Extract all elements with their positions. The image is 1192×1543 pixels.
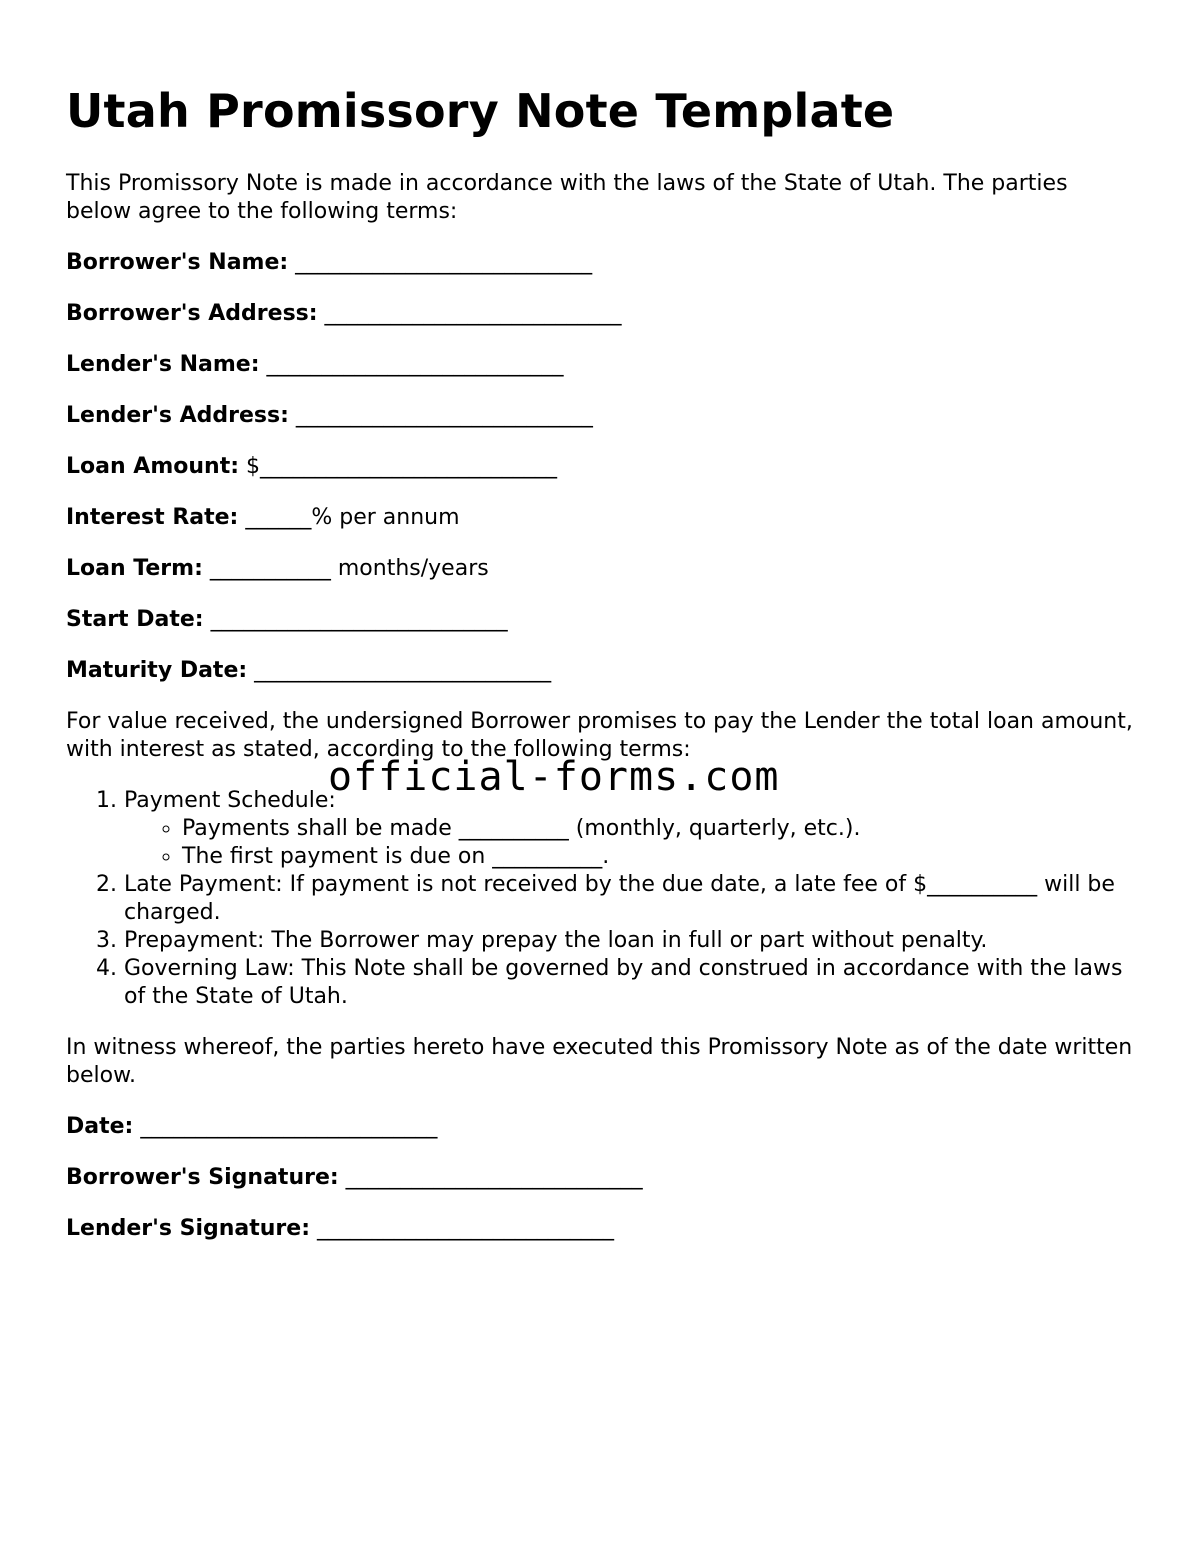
interest-rate-field [66,504,1136,532]
field-label: Maturity Date: [66,658,248,683]
witness-paragraph: In witness whereof, the parties hereto have executed this Promissory Note as of the date written below. [66,1035,1133,1088]
document-title: Utah Promissory Note Template [66,84,895,138]
field-label: Lender's Signature: [66,1216,310,1241]
field-label: Borrower's Address: [66,301,318,326]
date-field [66,1113,1136,1141]
borrower-address-field [66,300,1136,328]
maturity-date-field [66,657,1136,685]
field-blank: ___________ months/years [202,556,489,581]
field-blank: ___________________________ [203,607,508,632]
field-blank: ___________________________ [288,250,593,275]
field-label: Borrower's Signature: [66,1165,339,1190]
intro-paragraph: This Promissory Note is made in accordance with the laws of the State of Utah. The parties below agree to the following terms: [66,171,1068,224]
lender-signature-field [66,1215,1136,1243]
loan-amount-field [66,453,1136,481]
watermark: official-forms.com [328,754,780,800]
field-blank: ___________________________ [247,658,552,683]
list-item: 3. Prepayment: The Borrower may prepay the loan in full or part without penalty. [124,927,1136,955]
field-label: Loan Term: [66,556,203,581]
document-page [66,78,1136,1266]
field-blank: ___________________________ [259,352,564,377]
start-date-field [66,606,1136,634]
borrower-signature-field [66,1164,1136,1192]
field-blank: ___________________________ [310,1216,614,1241]
field-label: Interest Rate: [66,505,239,530]
borrower-name-field [66,249,1136,277]
field-blank: ______% per annum [238,505,460,530]
field-label: Lender's Address: [66,403,289,428]
promise-paragraph: For value received, the undersigned Borrower promises to pay the Lender the total loan amount, with interest as stated, according to the following terms: [66,709,1133,762]
field-label: Lender's Name: [66,352,260,377]
terms-list [66,787,1136,1011]
loan-term-field [66,555,1136,583]
list-item: 2. Late Payment: If payment is not received by the due date, a late fee of $__________ will be charged. [124,871,1136,927]
list-item: ◦ The first payment is due on __________. [182,843,1136,871]
field-label: Borrower's Name: [66,250,289,275]
field-label: Loan Amount: [66,454,240,479]
field-label: Date: [66,1114,134,1139]
list-item: ◦ Payments shall be made __________ (monthly, quarterly, etc.). [182,815,1136,843]
field-blank: ___________________________ [338,1165,643,1190]
list-item [124,787,1136,871]
field-blank: ___________________________ [133,1114,438,1139]
field-blank: ___________________________ [317,301,622,326]
list-item: 4. Governing Law: This Note shall be governed by and construed in accordance with the laws of the State of Utah. [124,955,1136,1011]
payment-schedule-sublist [124,815,1136,871]
lender-address-field [66,402,1136,430]
field-blank: ___________________________ [288,403,593,428]
payment-schedule-heading: Payment Schedule: [124,788,336,813]
field-label: Start Date: [66,607,204,632]
lender-name-field [66,351,1136,379]
field-blank: $___________________________ [239,454,558,479]
